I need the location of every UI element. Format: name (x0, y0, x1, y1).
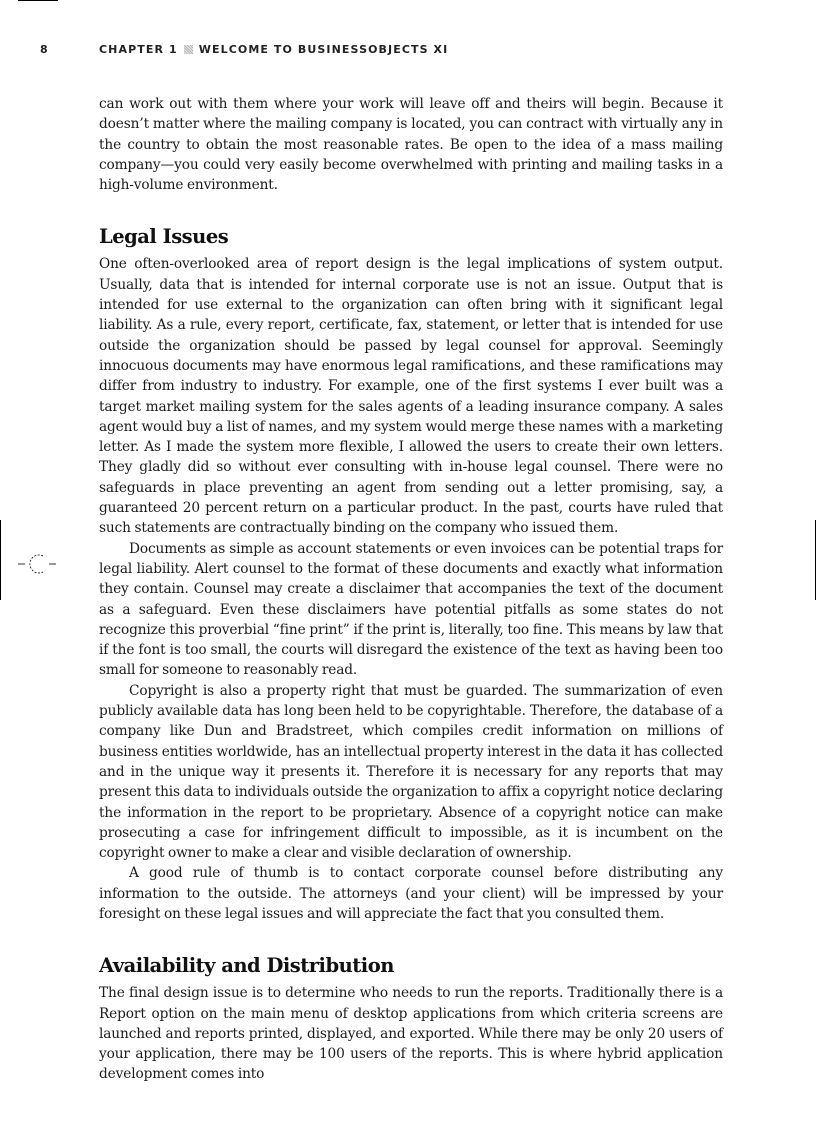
legal-paragraph-2: Documents as simple as account statements or even invoices can be potential traps for legal liability. Alert counsel to the format of these documents and exactly what information they contain. Counsel may create a disclaimer that accompanies the text of the document as a safeguard. Even these disclaimers have potential pitfalls as some states do not recognize this proverbial “fine print” if the print is, literally, too fine. This means by law that if the font is too small, the courts will disregard the existence of the text as having been too small for someone to reasonably read. (99, 540, 723, 679)
legal-paragraph-4: A good rule of thumb is to contact corporate counsel before distributing any information to the outside. The attorneys (and your client) will be impressed by your foresight on these legal issues and will appreciate the fact that you consulted them. (99, 865, 723, 922)
running-header (0, 43, 816, 57)
chapter-separator-icon (184, 45, 193, 54)
registration-line-left (0, 520, 1, 600)
section-heading-availability: Availability and Distribution (99, 954, 394, 978)
availability-paragraph-1: The final design issue is to determine who needs to run the reports. Traditionally there is a Report option on the main menu of desktop applications from which criteria screens are launched and reports printed, displayed, and exported. While there may be only 20 users of your application, there may be 100 users of the reports. This is where hybrid application development comes into (99, 985, 723, 1083)
chapter-heading (99, 43, 448, 56)
page-body (99, 94, 723, 1085)
legal-paragraph-1: One often-overlooked area of report design is the legal implications of system output. Usually, data that is intended for internal corporate use is not an issue. Output that is intended for use external to the organization can often bring with it significant legal liability. As a rule, every report, certificate, fax, statement, or letter that is intended for use outside the organization should be passed by legal counsel for approval. Seemingly innocuous documents may have enormous legal ramifications, and these ramifications may differ from industry to industry. For example, one of the first systems I ever built was a target market mailing system for the sales agents of a leading insurance company. A sales agent would buy a list of names, and my system would merge these names with a marketing letter. As I made the system more flexible, I allowed the users to create their own letters. They gladly did so without ever consulting with in-house legal counsel. There were no safeguards in place preventing an agent from sending out a letter promising, say, a guaranteed 20 percent return on a particular product. In the past, courts have ruled that such statements are contractually binding on the company who issued them. (99, 256, 723, 537)
intro-paragraph: can work out with them where your work will leave off and theirs will begin. Because it doesn’t matter where the mailing company is located, you can contract with virtually any in the country to obtain the most reasonable rates. Be open to the idea of a mass mailing company—you could very easily become overwhelmed with printing and mailing tasks in a high-volume environment. (99, 96, 723, 194)
legal-paragraph-3: Copyright is also a property right that must be guarded. The summarization of even publicly available data has long been held to be copyrightable. Therefore, the database of a company like Dun and Bradstreet, which compiles credit information on millions of business entities worldwide, has an intellectual property interest in the data it has collected and in the unique way it presents it. Therefore it is necessary for any reports that may present this data to individuals outside the organization to affix a copyright notice declaring the information in the report to be proprietary. Absence of a copyright notice can make prosecuting a case for infringement difficult to impossible, as it is incumbent on the copyright owner to make a clear and visible declaration of ownership. (99, 682, 723, 862)
crop-mark-top (18, 0, 58, 1)
section-heading-legal-issues: Legal Issues (99, 225, 229, 249)
chapter-label: CHAPTER 1 (99, 43, 178, 56)
registration-mark-icon (16, 553, 58, 575)
page-number: 8 (40, 43, 49, 56)
chapter-title: WELCOME TO BUSINESSOBJECTS XI (198, 43, 449, 56)
